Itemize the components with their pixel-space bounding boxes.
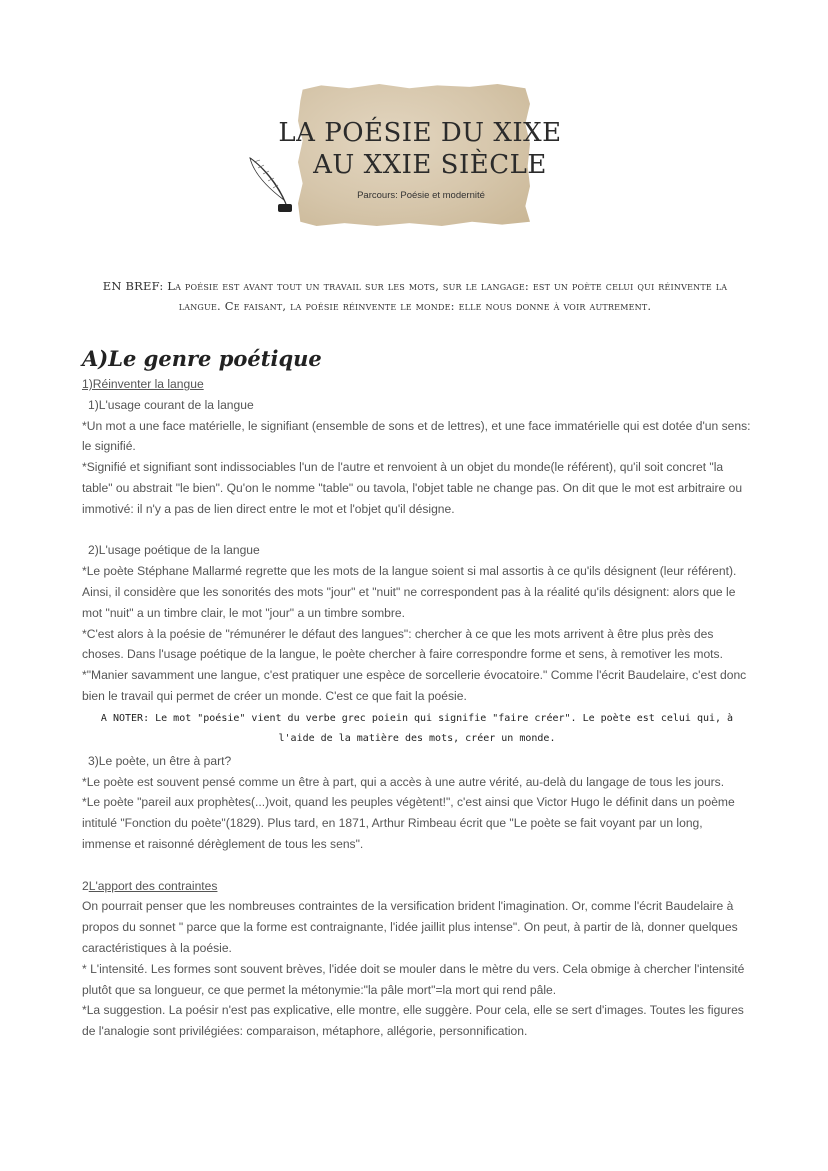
paragraph: *Le poète Stéphane Mallarmé regrette que les mots de la langue soient si mal assortis à ce qu'ils désignent (leur référent). Ainsi, il considère que les sonorités des mots "jour" et "nuit" ne correspondent pas à la réalité qu'ils désignent: alors que le mot "nuit" a un timbre clair, le mot "jour" a un timbre sombre. — [82, 564, 737, 620]
page-title-line-2: AU XXIE SIÈCLE — [313, 150, 547, 180]
paragraph: *Un mot a une face matérielle, le signifiant (ensemble de sons et de lettres), et une face immatérielle qui est dotée d'un sens: le signifié. — [82, 418, 751, 454]
part-1-heading: 1)Réinventer la langue — [82, 377, 204, 391]
sub-1-heading: 1)L'usage courant de la langue — [88, 397, 254, 412]
page-subtitle: Parcours: Poésie et modernité — [357, 190, 485, 201]
paragraph: *"Manier savamment une langue, c'est pratiquer une espèce de sorcellerie évocatoire." Comme l'écrit Baudelaire, c'est donc bien le travail qui permet de créer un monde. C'est ce que fait la poésie. — [82, 668, 747, 703]
page-title-line-1: LA POÉSIE DU XIXE — [278, 118, 562, 148]
paragraph: On pourrait penser que les nombreuses contraintes de la versification brident l'imagination. Or, comme l'écrit Baudelaire à propos du sonnet " parce que la forme est contraignante, l'idée jaillit plus intense". On peut, à partir de là, donner quelques caractéristiques à la poésie. — [82, 899, 738, 955]
paragraph: *La suggestion. La poésir n'est pas explicative, elle montre, elle suggère. Pour cela, elle se sert d'images. Toutes les figures de l'analogie sont privilégiées: comparaison, métaphore, allégorie, personnification. — [82, 1003, 744, 1039]
part-2-heading-text: L'apport des contraintes — [88, 878, 218, 893]
paragraph: * L'intensité. Les formes sont souvent brèves, l'idée doit se mouler dans le mètre du vers. Cela obmige à chercher l'intensité plutôt que sa longueur, ce que permet la métonymie:"la pâle mort"=la mort qui rend pâle. — [82, 961, 745, 997]
document-body — [82, 374, 752, 1042]
part-2-number: 2 — [82, 878, 89, 893]
part-2-heading — [82, 876, 752, 897]
paragraph: *Le poète "pareil aux prophètes(...)voit, quand les peuples végètent!", c'est ainsi que Victor Hugo le définit dans un poème intitulé "Fonction du poète"(1829). Plus tard, en 1871, Arthur Rimbeau écrit que "Le poète se fait voyant par un long, immense et raisonné dérèglement de tous les sens". — [82, 795, 735, 851]
note-box: A NOTER: Le mot "poésie" vient du verbe grec poiein qui signifie "faire créer". Le poète est celui qui, à l'aide de la matière des mots, créer un monde. — [100, 712, 734, 744]
paragraph: *Signifié et signifiant sont indissociables l'un de l'autre et renvoient à un objet du monde(le référent), qu'il soit concret "la table" ou abstrait "le bien". Qu'on le nomme "table" ou tavola, l'objet table ne change pas. On dit que le mot est arbitraire ou immotivé: il n'y a pas de lien direct entre le mot et l'objet qu'il désigne. — [82, 460, 743, 516]
sub-3-heading: 3)Le poète, un être à part? — [88, 753, 232, 768]
paragraph: *Le poète est souvent pensé comme un être à part, qui a accès à une autre vérité, au-delà du langage de tous les jours. — [82, 774, 725, 789]
sub-2-heading: 2)L'usage poétique de la langue — [88, 543, 260, 558]
paragraph: *C'est alors à la poésie de "rémunérer le défaut des langues": chercher à ce que les mots arrivent à être plus près des choses. Dans l'usage poétique de la langue, le poète chercher à faire correspondre forme et sens, à remotiver les mots. — [82, 626, 723, 662]
section-a-title: A)Le genre poétique — [82, 346, 322, 371]
summary-brief: EN BREF: La poésie est avant tout un travail sur les mots, sur le langage: est un poète celui qui réinvente la langue. Ce faisant, la poésie réinvente le monde: elle nous donne à voir autrement. — [102, 279, 728, 313]
